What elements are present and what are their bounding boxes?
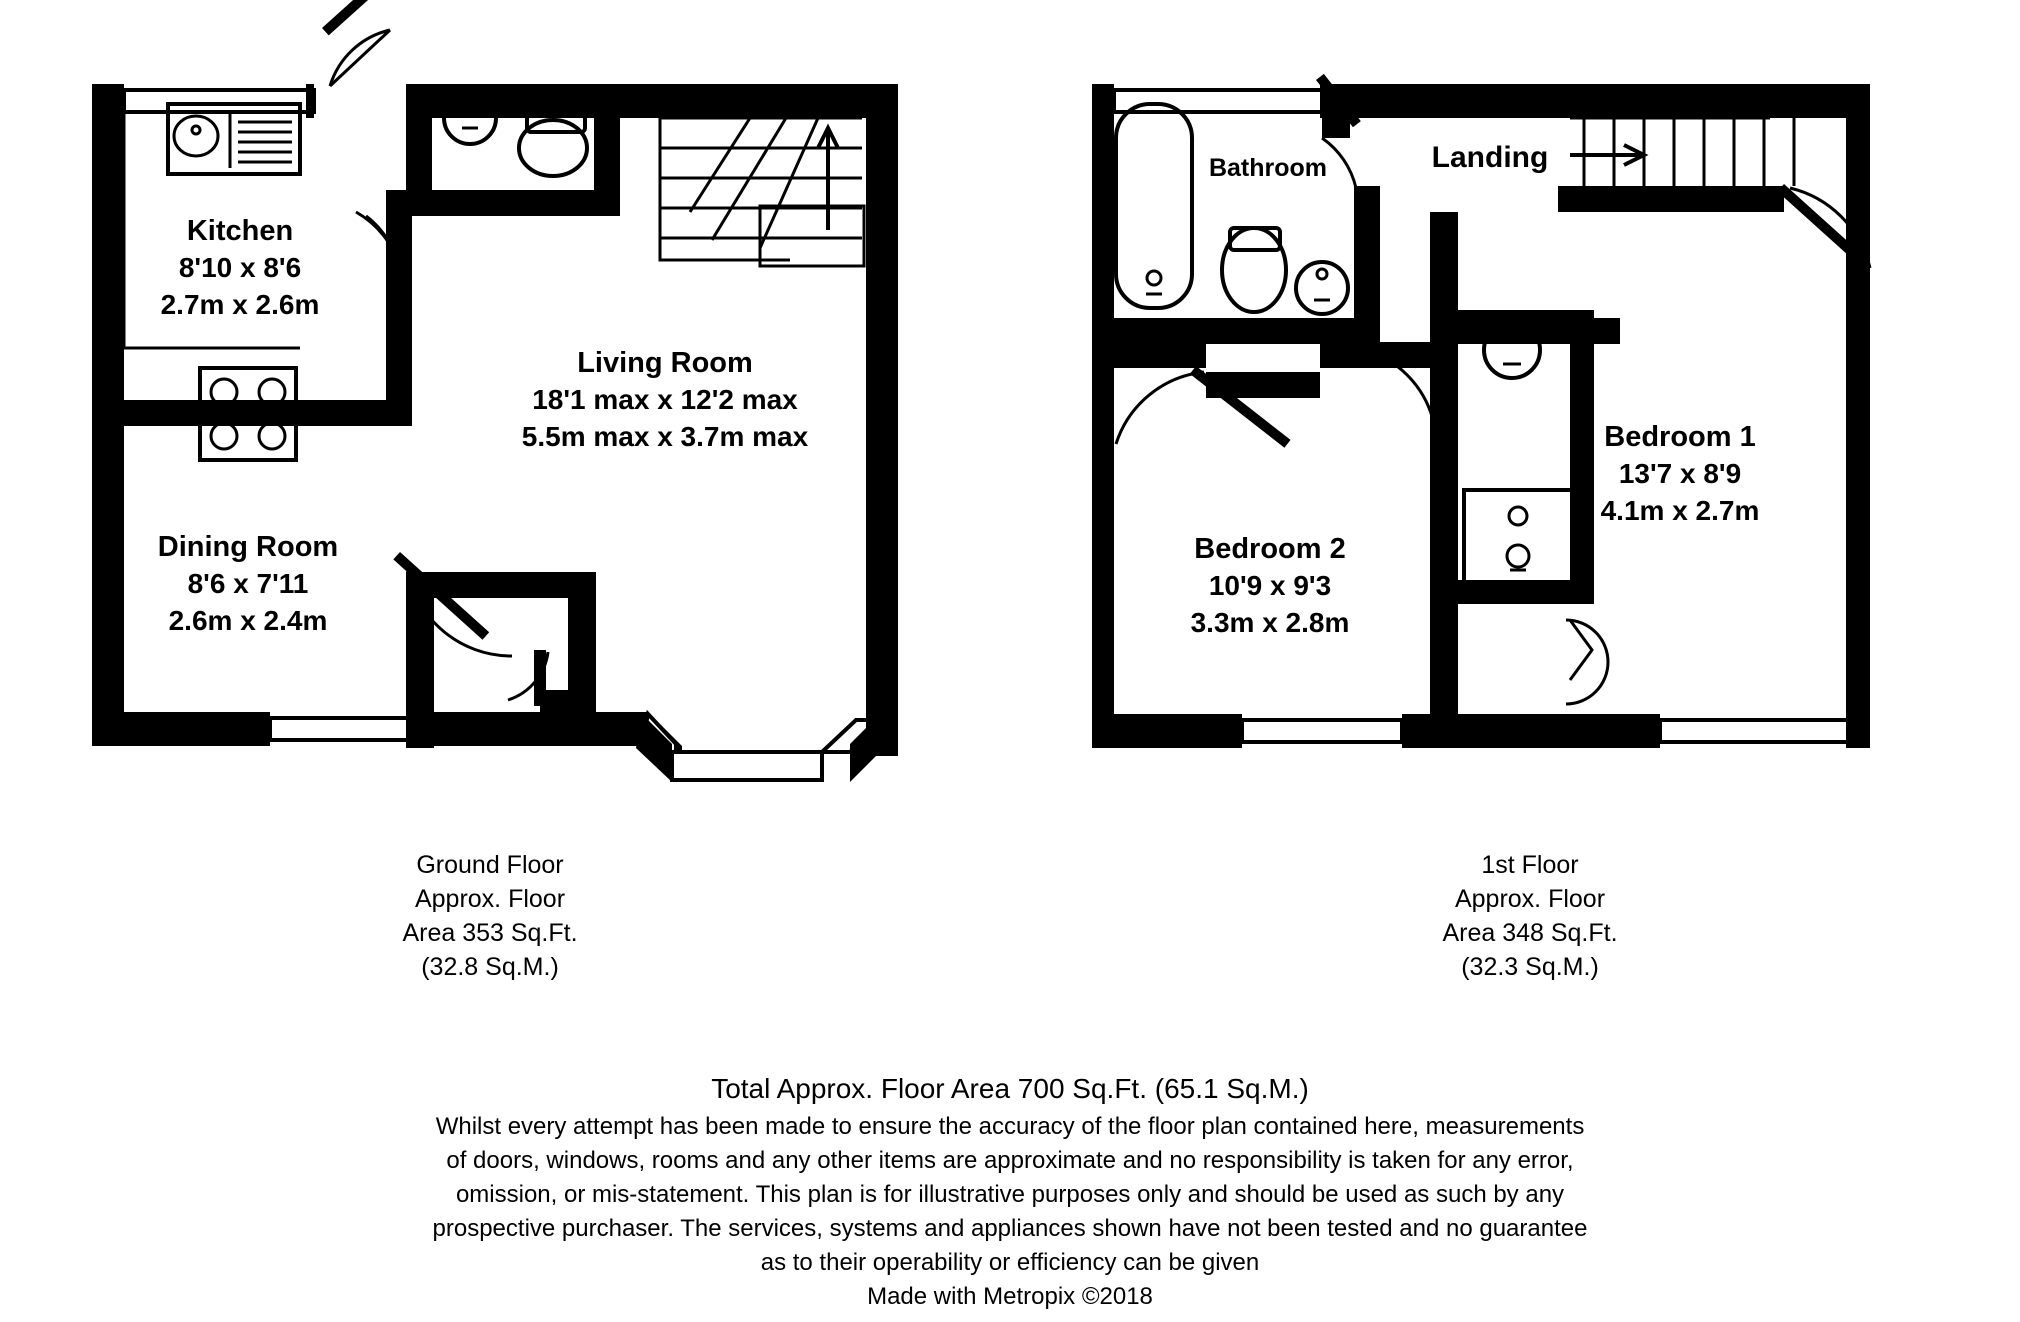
- footer: [0, 1068, 2020, 1314]
- room-label-landing: [1370, 138, 1610, 178]
- room-dim-metric-dining-room: 2.6m x 2.4m: [168, 605, 328, 637]
- room-name-kitchen: Kitchen: [186, 215, 294, 247]
- room-dim-metric-bedroom-2: 3.3m x 2.8m: [1190, 607, 1350, 639]
- total-floor-area: Total Approx. Floor Area 700 Sq.Ft. (65.1 Sq.M.): [711, 1073, 1309, 1104]
- room-name-bathroom: Bathroom: [1208, 154, 1328, 182]
- room-name-landing: Landing: [1431, 141, 1549, 174]
- room-dim-metric-bedroom-1: 4.1m x 2.7m: [1600, 495, 1760, 527]
- room-label-living-room: [425, 344, 905, 456]
- disclaimer-line-4: prospective purchaser. The services, systems and appliances shown have not been tested and no guarantee: [432, 1215, 1588, 1243]
- disclaimer-line-5: as to their operability or efficiency can be given: [760, 1249, 1260, 1277]
- ground-floor-caption: [290, 848, 690, 984]
- room-dim-imperial-bedroom-2: 10'9 x 9'3: [1208, 570, 1332, 602]
- room-label-bathroom: [1168, 152, 1368, 185]
- first-floor-caption-line-4: (32.3 Sq.M.): [1461, 953, 1599, 981]
- disclaimer-line-2: of doors, windows, rooms and any other items are approximate and no responsibility is taken for any error,: [446, 1147, 1574, 1175]
- ground-floor-caption-line-2: Approx. Floor: [414, 885, 566, 913]
- room-label-bedroom-1: [1500, 418, 1860, 530]
- room-dim-imperial-living-room: 18'1 max x 12'2 max: [532, 384, 798, 416]
- room-name-living-room: Living Room: [577, 347, 753, 379]
- ground-floor-caption-line-3: Area 353 Sq.Ft.: [402, 919, 578, 947]
- room-name-bedroom-1: Bedroom 1: [1604, 421, 1756, 453]
- made-with-credit: Made with Metropix ©2018: [867, 1283, 1153, 1311]
- first-floor-caption: [1330, 848, 1730, 984]
- room-label-dining-room: [88, 528, 408, 640]
- room-name-dining-room: Dining Room: [157, 531, 339, 563]
- ground-floor-caption-line-1: Ground Floor: [416, 851, 564, 879]
- first-floor-caption-line-1: 1st Floor: [1481, 851, 1579, 879]
- disclaimer-line-3: omission, or mis-statement. This plan is for illustrative purposes only and should be used as such by any: [455, 1181, 1565, 1209]
- first-floor-caption-line-3: Area 348 Sq.Ft.: [1442, 919, 1618, 947]
- room-label-bedroom-2: [1110, 530, 1430, 642]
- room-dim-metric-kitchen: 2.7m x 2.6m: [160, 289, 320, 321]
- room-dim-metric-living-room: 5.5m max x 3.7m max: [521, 421, 809, 453]
- room-dim-imperial-bedroom-1: 13'7 x 8'9: [1618, 458, 1742, 490]
- ground-floor-caption-line-4: (32.8 Sq.M.): [421, 953, 559, 981]
- room-name-bedroom-2: Bedroom 2: [1194, 533, 1346, 565]
- room-label-kitchen: [80, 212, 400, 324]
- first-floor-caption-line-2: Approx. Floor: [1454, 885, 1606, 913]
- room-dim-imperial-kitchen: 8'10 x 8'6: [178, 252, 302, 284]
- room-dim-imperial-dining-room: 8'6 x 7'11: [187, 568, 309, 600]
- disclaimer-line-1: Whilst every attempt has been made to ensure the accuracy of the floor plan contained here, measurements: [435, 1113, 1585, 1140]
